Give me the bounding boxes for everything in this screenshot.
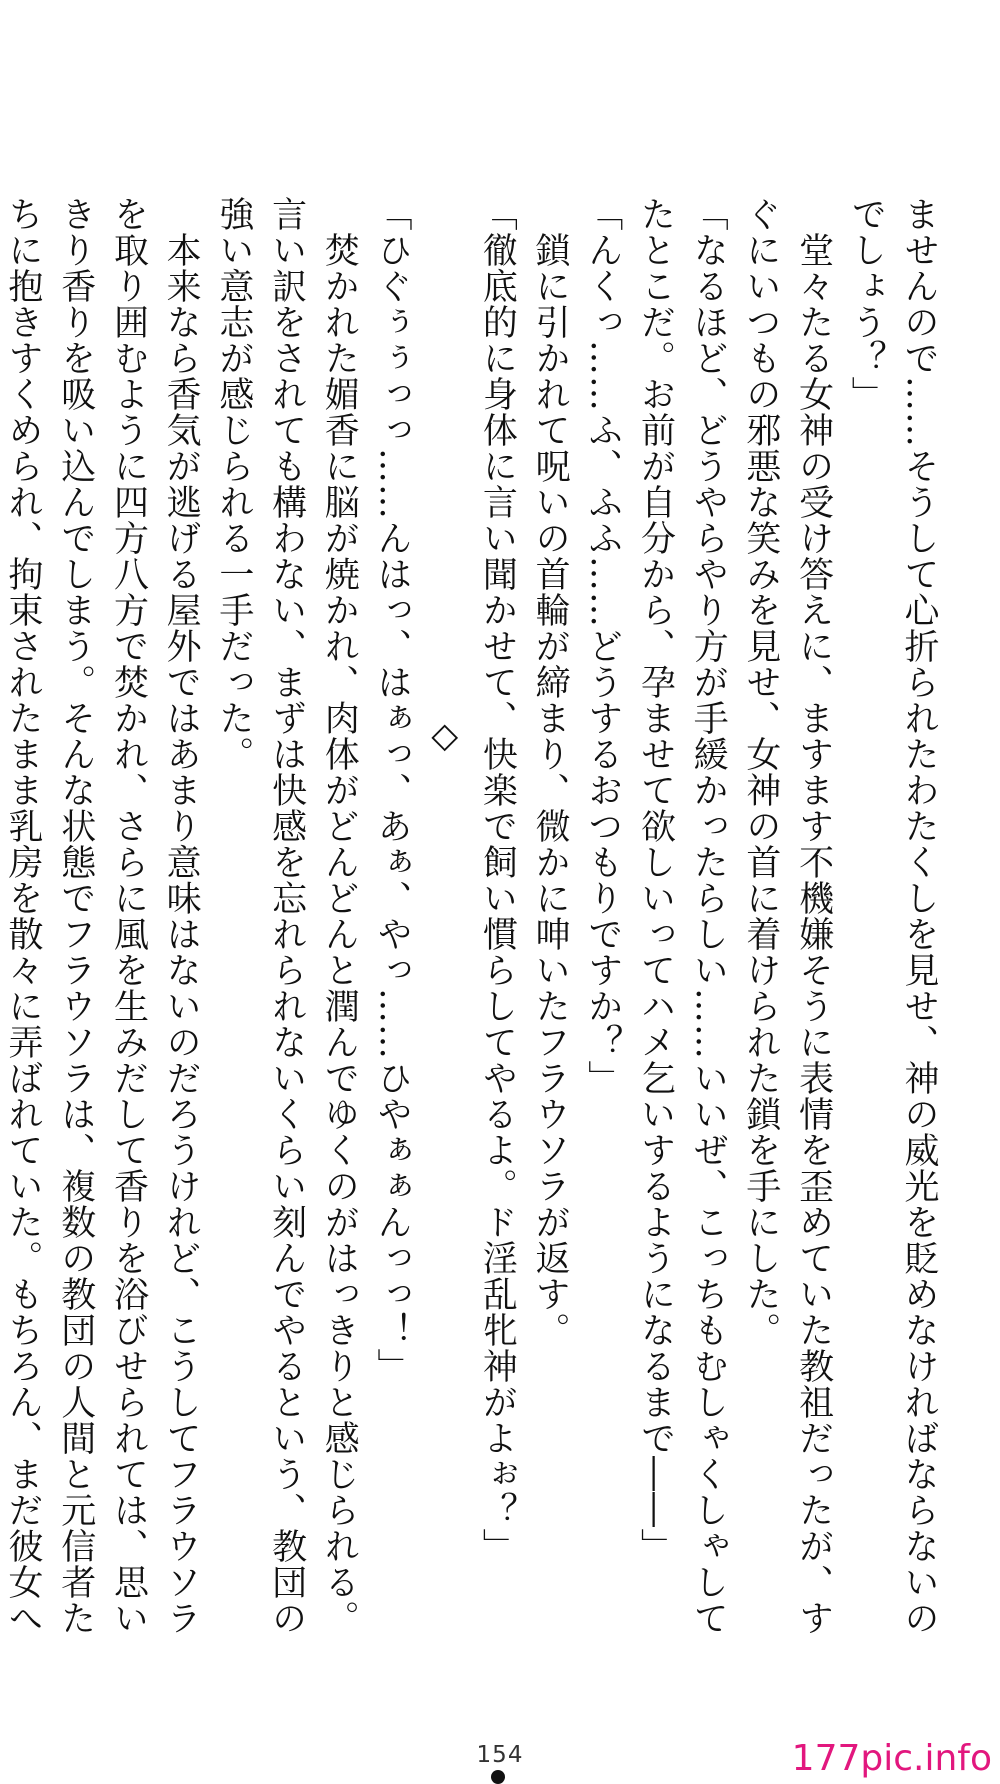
text-line: 言い訳をされても構わない、まずは快感を忘れられないくらい刻んでやるという、教団の [266, 196, 307, 1636]
text-line: たとこだ。お前が自分から、孕ませて欲しいってハメ乞いするようになるまで――」 [635, 196, 676, 1564]
page-dot-marker [491, 1770, 505, 1784]
text-line: 堂々たる女神の受け答えに、ますます不機嫌そうに表情を歪めていた教祖だったが、す [793, 196, 834, 1636]
text-line: ちに抱きすくめられ、拘束されたまま乳房を散々に弄ばれていた。もちろん、まだ彼女へ [3, 196, 44, 1636]
text-line: 鎖に引かれて呪いの首輪が締まり、微かに呻いたフラウソラが返す。 [530, 196, 571, 1348]
text-line: ませんので……そうして心折られたわたくしを見せ、神の威光を貶めなければならないの [899, 196, 939, 1636]
text-line: 本来なら香気が逃げる屋外ではあまり意味はないのだろうけれど、こうしてフラウソラ [161, 196, 202, 1636]
text-line: 強い意志が感じられる一手だった。 [213, 196, 254, 772]
text-line: ぐにいつもの邪悪な笑みを見せ、女神の首に着けられた鎖を手にした。 [740, 196, 781, 1348]
page-number: 154 [476, 1742, 524, 1768]
text-line: 「徹底的に身体に言い聞かせて、快楽で飼い慣らしてやるよ。ド淫乱牝神がよぉ？」 [477, 196, 518, 1564]
text-line: 「んくっ……ふ、ふふ……どうするおつもりですか？」 [582, 196, 623, 1096]
text-line: きり香りを吸い込んでしまう。そんな状態でフラウソラは、複数の教団の人間と元信者た [55, 196, 96, 1636]
site-watermark: 177pic.info [791, 1738, 992, 1779]
text-line: を取り囲むように四方八方で焚かれ、さらに風を生みだして香りを浴びせられては、思い [108, 196, 149, 1636]
scene-break-ornament: ◇ [424, 716, 465, 757]
text-line: 焚かれた媚香に脳が焼かれ、肉体がどんどんと潤んでゆくのがはっきりと感じられる。 [319, 196, 360, 1636]
text-line: でしょう？」 [846, 196, 887, 412]
text-line: 「なるほど、どうやらやり方が手緩かったらしい……いいぜ、こっちもむしゃくしゃして [688, 196, 729, 1636]
text-line: 「ひぐぅぅっっ……んはっ、はぁっ、あぁ、やっ……ひやぁぁんっっ！」 [371, 196, 412, 1384]
novel-text-body [0, 196, 945, 1636]
